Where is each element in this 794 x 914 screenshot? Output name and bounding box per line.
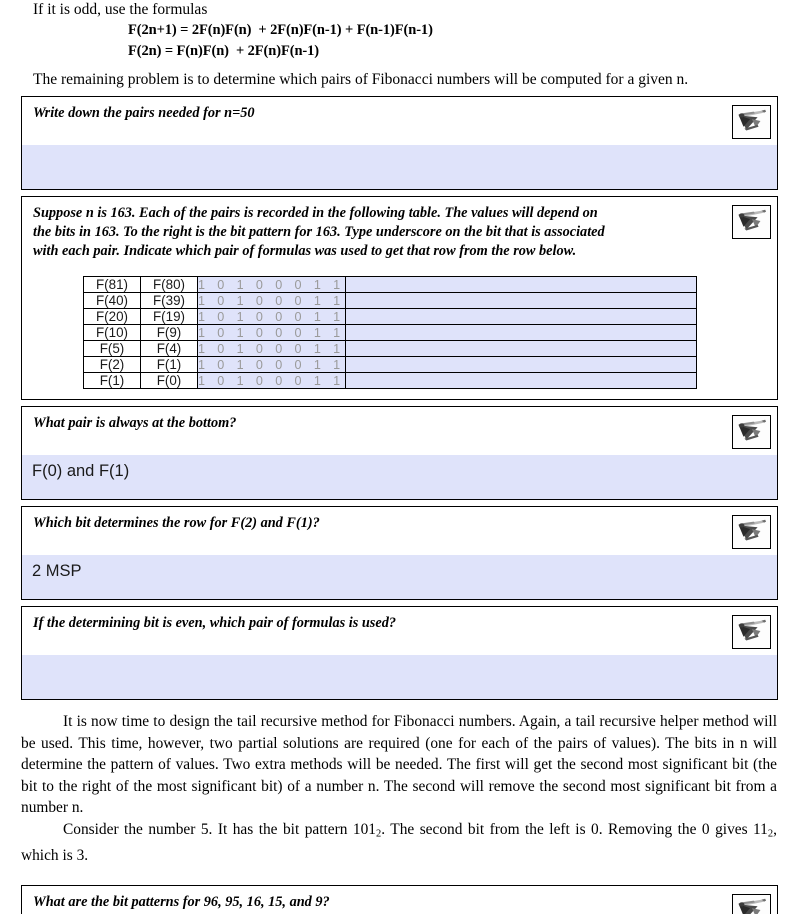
question-header [22, 886, 777, 914]
body-par2-b: . The second bit from the left is 0. Removing the 0 gives 11 [381, 820, 768, 838]
formula-note-cell[interactable] [345, 293, 696, 309]
question-box-bottom-pair [21, 406, 778, 500]
question-header [22, 197, 777, 267]
answer-area[interactable] [22, 655, 777, 699]
table-row [84, 293, 697, 309]
question-line: the bits in 163. To the right is the bit pattern for 163. Type underscore on the bit that is associated [33, 224, 605, 240]
question-line: Write down the pairs needed for n=50 [33, 105, 255, 121]
formula-odd-2n-plus-1: F(2n+1) = 2F(n)F(n) + 2F(n)F(n-1) + F(n-1)F(n-1) [128, 22, 433, 38]
fib-left-cell: F(81) [84, 277, 141, 293]
fib-pairs-table [83, 276, 697, 389]
bit-pattern-cell[interactable]: 1 0 1 0 0 0 1 1 [198, 277, 345, 292]
question-line: What pair is always at the bottom? [33, 415, 237, 431]
question-header [22, 407, 777, 455]
subscript-base-2: 2 [767, 828, 774, 840]
fib-left-cell: F(2) [84, 357, 141, 373]
fib-table-body [84, 277, 697, 389]
fib-right-cell: F(4) [141, 341, 198, 357]
answer-text: F(0) and F(1) [32, 462, 130, 480]
question-box-which-bit [21, 506, 778, 600]
answer-text: 2 MSP [32, 562, 82, 580]
fib-left-cell: F(40) [84, 293, 141, 309]
formula-even-2n: F(2n) = F(n)F(n) + 2F(n)F(n-1) [128, 42, 320, 59]
spacer [0, 867, 794, 879]
table-row [84, 373, 697, 389]
question-text [33, 614, 732, 633]
fib-right-cell: F(19) [141, 309, 198, 325]
table-row [84, 325, 697, 341]
question-line: What are the bit patterns for 96, 95, 16, 15, and 9? [33, 893, 330, 910]
fib-right-cell: F(0) [141, 373, 198, 389]
body-paragraph-2 [0, 819, 794, 867]
formula-note-cell[interactable] [345, 373, 696, 389]
fib-right-cell: F(1) [141, 357, 198, 373]
question-line: Which bit determines the row for F(2) and F(1)? [33, 515, 320, 531]
pen-writing-icon[interactable] [732, 415, 771, 449]
question-box-even-bit-formulas [21, 606, 778, 700]
formula-note-cell[interactable] [345, 325, 696, 341]
body-paragraph-1: It is now time to design the tail recursive method for Fibonacci numbers. Again, a tail recursive helper method will be used. This time, however, two partial solutions are required (one for each of the pairs of values). The bits in n will determine the pattern of values. Two extra methods will be needed. The first will get the second most significant bit (the bit to the right of the most significant bit) of a number n. The second will remove the second most significant bit from a number n. [21, 713, 777, 817]
pen-writing-icon[interactable] [732, 105, 771, 139]
formula-note-cell[interactable] [345, 309, 696, 325]
formula-note-cell[interactable] [345, 341, 696, 357]
fib-right-cell: F(80) [141, 277, 198, 293]
bit-pattern-cell[interactable]: 1 0 1 0 0 0 1 1 [198, 357, 345, 372]
question-header [22, 97, 777, 145]
fib-left-cell: F(10) [84, 325, 141, 341]
question-line: Suppose n is 163. Each of the pairs is recorded in the following table. The values will depend on [33, 205, 598, 221]
fib-left-cell: F(5) [84, 341, 141, 357]
question-box-suppose-163 [21, 196, 778, 400]
question-box-bit-patterns [21, 885, 778, 914]
fib-left-cell: F(20) [84, 309, 141, 325]
remaining-problem-line: The remaining problem is to determine which pairs of Fibonacci numbers will be computed for a given n. [33, 71, 689, 88]
question-text [33, 893, 732, 912]
subscript-base-2: 2 [376, 828, 382, 840]
fib-right-cell: F(39) [141, 293, 198, 309]
bit-pattern-cell[interactable]: 1 0 1 0 0 0 1 1 [198, 309, 345, 324]
body-par2-a: Consider the number 5. It has the bit pattern 101 [63, 820, 376, 838]
bit-pattern-cell[interactable]: 1 0 1 0 0 0 1 1 [198, 325, 345, 340]
body-par2-c: , which is 3. [21, 820, 777, 865]
question-header [22, 507, 777, 555]
bit-pattern-cell[interactable]: 1 0 1 0 0 0 1 1 [198, 373, 345, 388]
pen-writing-icon[interactable] [732, 515, 771, 549]
formula-note-cell[interactable] [345, 357, 696, 373]
intro-section [0, 0, 794, 90]
answer-area[interactable] [22, 455, 777, 499]
question-line: with each pair. Indicate which pair of formulas was used to get that row from the row below. [33, 243, 577, 259]
table-row [84, 341, 697, 357]
question-text [33, 104, 732, 123]
pen-writing-icon[interactable] [732, 615, 771, 649]
question-header [22, 607, 777, 655]
fib-table-wrapper [22, 267, 777, 399]
fib-right-cell: F(9) [141, 325, 198, 341]
table-row [84, 357, 697, 373]
bit-pattern-cell[interactable]: 1 0 1 0 0 0 1 1 [198, 293, 345, 308]
question-text [33, 414, 732, 433]
formula-note-cell[interactable] [345, 277, 696, 293]
question-text [33, 204, 732, 261]
answer-area[interactable] [22, 555, 777, 599]
answer-area[interactable] [22, 145, 777, 189]
formula-block [0, 20, 794, 61]
bit-pattern-cell[interactable]: 1 0 1 0 0 0 1 1 [198, 341, 345, 356]
question-box-pairs-n50 [21, 96, 778, 190]
table-row [84, 309, 697, 325]
pen-writing-icon[interactable] [732, 205, 771, 239]
pen-writing-icon[interactable] [732, 894, 771, 914]
intro-line: If it is odd, use the formulas [33, 1, 208, 18]
question-text [33, 514, 732, 533]
body-text-section [0, 700, 794, 867]
fib-left-cell: F(1) [84, 373, 141, 389]
question-line: If the determining bit is even, which pair of formulas is used? [33, 615, 397, 631]
table-row [84, 277, 697, 293]
